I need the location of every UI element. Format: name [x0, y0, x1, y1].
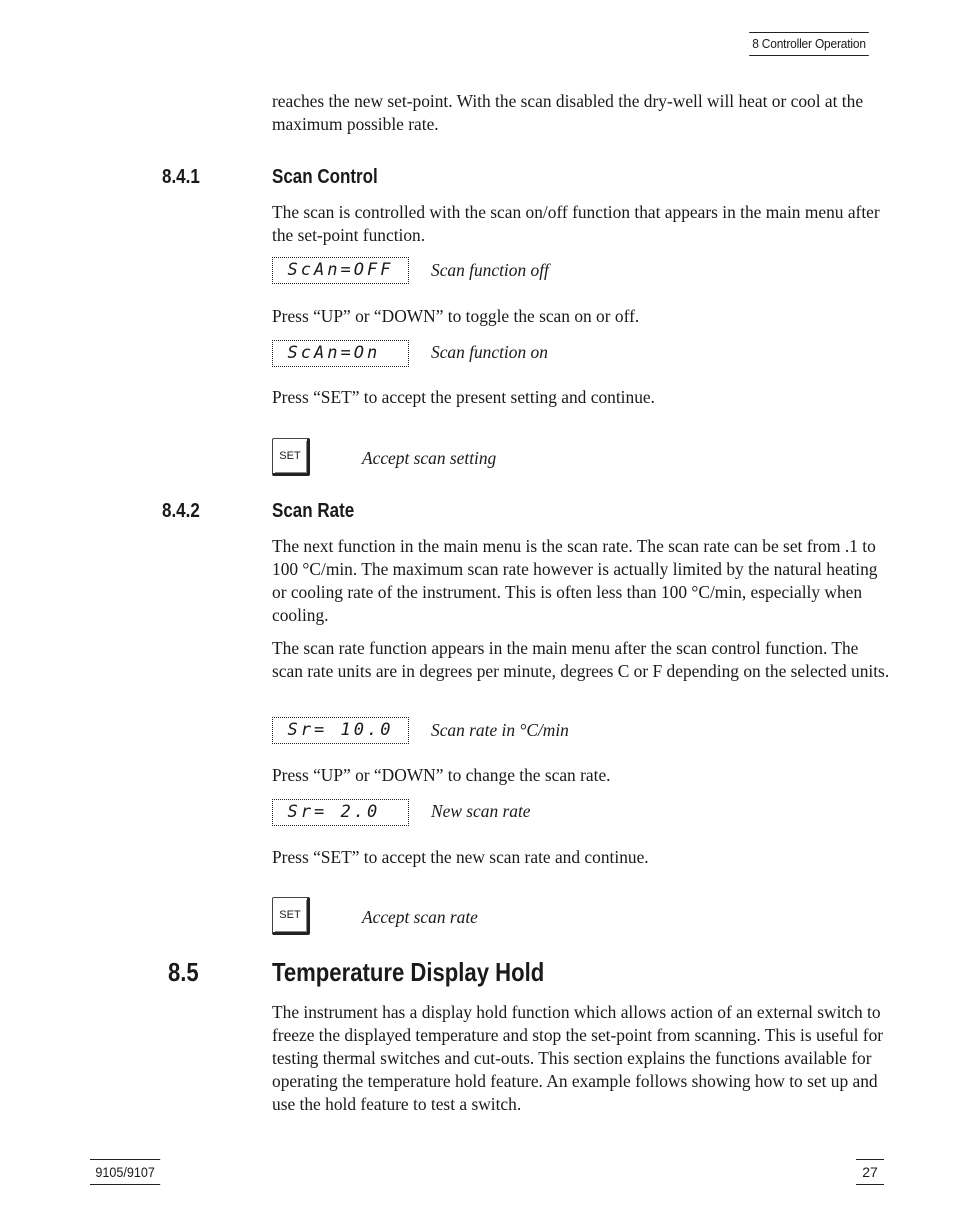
scan-rate-paragraph-4: Press “SET” to accept the new scan rate and continue.: [272, 847, 649, 867]
lcd-scan-rate-2-caption: New scan rate: [431, 801, 531, 821]
footer-page-number: 27: [856, 1159, 884, 1185]
display-hold-paragraph: The instrument has a display hold function which allows action of an external switch to freeze the displayed temperature and stop the set-point from scanning. This is useful for testing thermal switches and cut-outs. This section explains the functions available for operating the temperature hold feature. An example follows showing how to set up and use the hold feature to test a switch.: [272, 1002, 884, 1114]
scan-control-paragraph-2: Press “UP” or “DOWN” to toggle the scan on or off.: [272, 306, 640, 326]
scan-rate-paragraph-2: The scan rate function appears in the main menu after the scan control function. The scan rate units are in degrees per minute, degrees C or F depending on the selected units.: [272, 638, 890, 681]
set-key-caption-2: Accept scan rate: [362, 907, 478, 927]
lcd-scan-on: ScAn=On: [272, 340, 409, 367]
set-key-icon: SET: [272, 897, 310, 935]
scan-control-paragraph-3: Press “SET” to accept the present setting and continue.: [272, 387, 655, 407]
lcd-scan-off-caption: Scan function off: [431, 260, 549, 280]
section-title-temperature-display-hold: Temperature Display Hold: [272, 957, 545, 987]
set-key-caption-1: Accept scan setting: [362, 448, 497, 468]
footer-model: 9105/9107: [90, 1159, 160, 1185]
lcd-scan-off: ScAn=OFF: [272, 257, 409, 284]
scan-rate-paragraph-3: Press “UP” or “DOWN” to change the scan rate.: [272, 765, 611, 785]
lcd-scan-rate-10-caption: Scan rate in °C/min: [431, 720, 569, 740]
chapter-header: 8 Controller Operation: [749, 32, 869, 56]
lcd-scan-rate-10: Sr= 10.0: [272, 717, 409, 744]
section-title-scan-control: Scan Control: [272, 166, 378, 188]
section-title-scan-rate: Scan Rate: [272, 500, 355, 522]
lcd-scan-rate-2: Sr= 2.0: [272, 799, 409, 826]
scan-control-paragraph-1: The scan is controlled with the scan on/off function that appears in the main menu after the set-point function.: [272, 202, 880, 245]
section-number-8-5: 8.5: [168, 957, 199, 987]
section-number-8-4-2: 8.4.2: [162, 500, 200, 522]
lcd-scan-on-caption: Scan function on: [431, 342, 548, 362]
scan-rate-paragraph-1: The next function in the main menu is the scan rate. The scan rate can be set from .1 to 100 °C/min. The maximum scan rate however is actually limited by the natural heating or cooling rate of the instrument. This is often less than 100 °C/min, especially when cooling.: [272, 536, 878, 625]
set-key-icon: SET: [272, 438, 310, 476]
intro-paragraph: reaches the new set-point. With the scan disabled the dry-well will heat or cool at the maximum possible rate.: [272, 91, 864, 134]
section-number-8-4-1: 8.4.1: [162, 166, 200, 188]
